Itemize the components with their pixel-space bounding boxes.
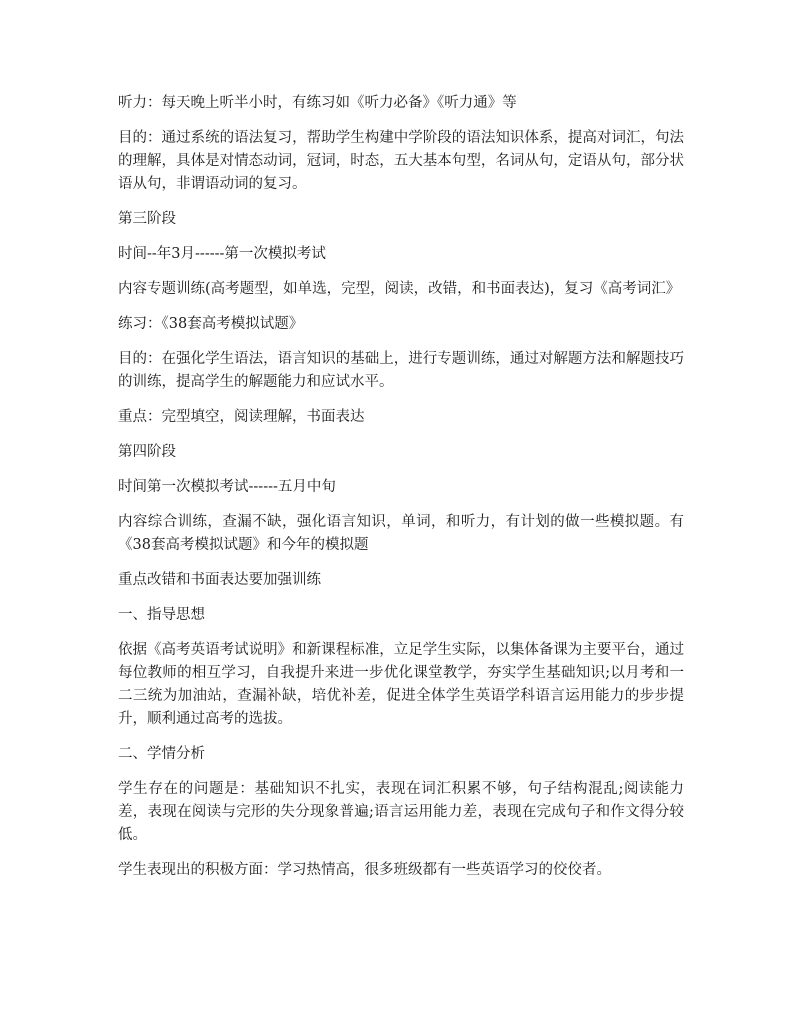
section-heading-student-analysis: 二、学情分析: [118, 746, 205, 762]
paragraph-guiding-thought: 依据《高考英语考试说明》和新课程标准，立足学生实际，以集体备课为主要平台，通过每位教师的相互学习，自我提升来进一步优化课堂教学，夯实学生基础知识;以月考和一二三统为加油站，查漏补缺，培优补差，促进全体学生英语学科语言运用能力的步步提升，顺利通过高考的选拔。: [118, 642, 684, 727]
document-body: [118, 92, 684, 894]
paragraph-stage-three-focus: 重点：完型填空，阅读理解，书面表达: [118, 409, 365, 425]
paragraph-stage-four-content: 内容综合训练，查漏不缺，强化语言知识，单词，和听力，有计划的做一些模拟题。有《38套高考模拟试题》和今年的模拟题: [118, 514, 684, 553]
section-heading-guiding-thought: 一、指导思想: [118, 607, 205, 623]
paragraph-stage-three-content: 内容专题训练(高考题型，如单选，完型，阅读，改错，和书面表达)，复习《高考词汇》: [118, 281, 681, 297]
section-heading-stage-four: 第四阶段: [118, 444, 176, 460]
paragraph-student-strengths: 学生表现出的积极方面：学习热情高，很多班级都有一些英语学习的佼佼者。: [118, 862, 611, 878]
paragraph-listening: 听力：每天晚上听半小时，有练习如《听力必备》《听力通》等: [118, 95, 517, 111]
paragraph-grammar-goal: 目的：通过系统的语法复习，帮助学生构建中学阶段的语法知识体系，提高对词汇，句法的理解，具体是对情态动词，冠词，时态，五大基本句型，名词从句，定语从句，部分状语从句，非谓语动词的复习。: [118, 130, 684, 192]
paragraph-stage-four-focus: 重点改错和书面表达要加强训练: [118, 572, 321, 588]
paragraph-stage-three-goal: 目的：在强化学生语法，语言知识的基础上，进行专题训练，通过对解题方法和解题技巧的训练，提高学生的解题能力和应试水平。: [118, 351, 684, 390]
paragraph-stage-three-time: 时间--年3月------第一次模拟考试: [118, 246, 326, 262]
section-heading-stage-three: 第三阶段: [118, 211, 176, 227]
paragraph-stage-four-time: 时间第一次模拟考试------五月中旬: [118, 479, 336, 495]
paragraph-student-problems: 学生存在的问题是：基础知识不扎实，表现在词汇积累不够，句子结构混乱;阅读能力差，表现在阅读与完形的失分现象普遍;语言运用能力差，表现在完成句子和作文得分较低。: [118, 781, 684, 843]
paragraph-stage-three-practice: 练习：《38套高考模拟试题》: [118, 316, 304, 332]
